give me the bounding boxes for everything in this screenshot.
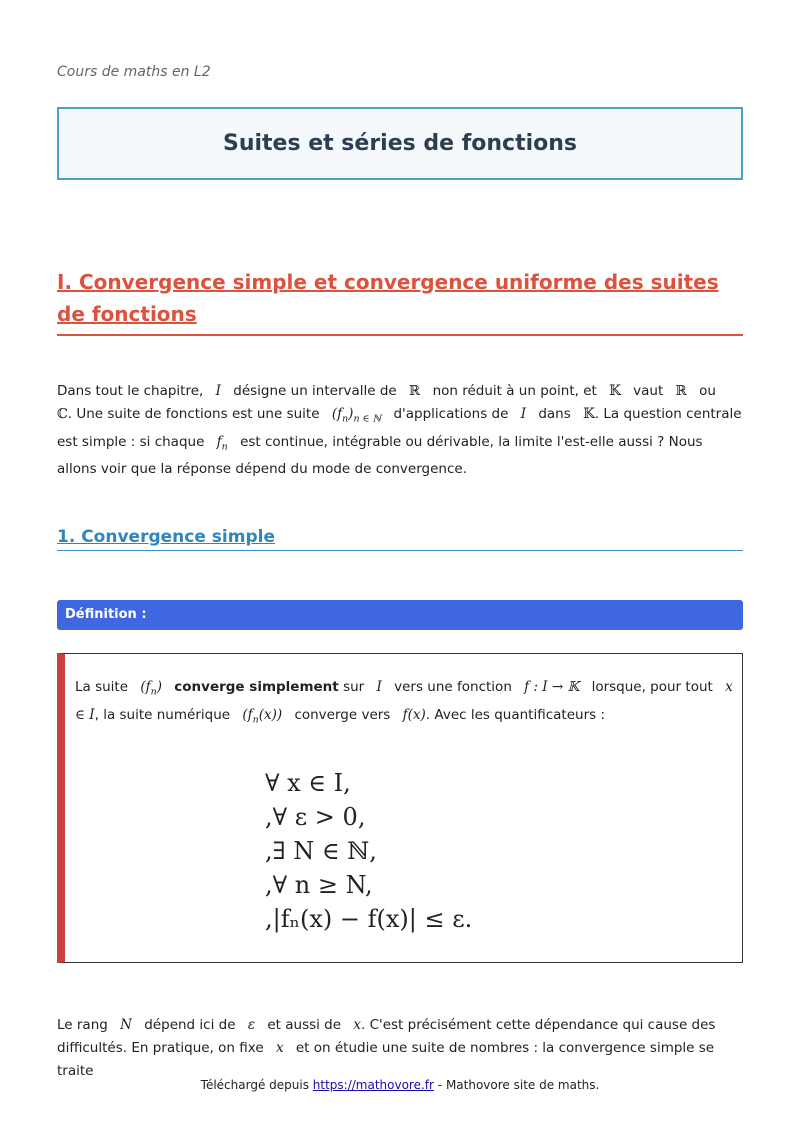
math-fn: $(f_n)$ [140, 679, 162, 698]
text: dépend ici de [144, 1017, 236, 1033]
text: dans [538, 406, 571, 422]
text: vaut [633, 383, 664, 399]
formula-line: ∀ x ∈ I, [265, 769, 351, 797]
math-K: 𝕂 [583, 406, 595, 422]
text: désigne un intervalle de [233, 383, 397, 399]
text: , la suite numérique [94, 706, 231, 723]
text: converge vers [294, 706, 391, 723]
text: non réduit à un point, et [432, 383, 597, 399]
text: . La question centrale est simple : si chaque [57, 406, 742, 450]
text: . Une suite de fonctions est une suite [67, 406, 320, 422]
definition-label: Définition : [57, 600, 743, 630]
formula-line: ,|fₙ(x) − f(x)| ≤ ε. [265, 905, 473, 933]
text: ou [699, 383, 716, 399]
math-C: ℂ [57, 406, 68, 422]
formula-line: ,∃ N ∈ ℕ, [265, 837, 377, 865]
footer-suffix: - Mathovore site de maths. [437, 1078, 600, 1092]
intro-paragraph [57, 380, 743, 481]
text: . Avec les quantificateurs : [425, 706, 605, 723]
text: est continue, intégrable ou dérivable, la limite l'est-elle aussi ? Nous allons voir que la réponse dépend du mode de convergence. [57, 433, 703, 478]
page-title: Suites et séries de fonctions [222, 131, 578, 156]
math-x-in-I: x ∈ I [75, 679, 733, 723]
bold-term: converge simplement [174, 679, 339, 695]
formula-line: ,∀ n ≥ N, [265, 871, 373, 899]
subsection-heading [57, 527, 743, 551]
text: sur [343, 679, 365, 695]
math-epsilon: ε [247, 1017, 256, 1033]
footer-link[interactable]: https://mathovore.fr [312, 1078, 434, 1092]
definition-box [57, 653, 743, 963]
text: . C'est précisément cette dépendance qui cause des difficultés. En pratique, on fixe [57, 1017, 716, 1056]
subsection-heading-text: 1. Convergence simple [57, 527, 275, 547]
math-R: ℝ [675, 383, 687, 399]
math-fx: f(x) [402, 706, 426, 723]
math-I: I [376, 679, 382, 695]
section-heading [57, 266, 743, 336]
after-paragraph [57, 1014, 743, 1083]
text: d'applications de [393, 406, 509, 422]
text: et aussi de [267, 1017, 342, 1033]
formula-line: ,∀ ε > 0, [265, 803, 366, 831]
text: Dans tout le chapitre, [57, 383, 204, 399]
text: vers une fonction [394, 679, 512, 695]
definition-text [75, 676, 735, 731]
footer-prefix: Téléchargé depuis [200, 1078, 309, 1092]
course-label: Cours de maths en L2 [57, 64, 211, 80]
section-heading-text: I. Convergence simple et convergence uniforme des suites de fonctions [57, 270, 719, 326]
math-K: 𝕂 [609, 383, 621, 399]
math-f-map: f : I → 𝕂 [524, 679, 580, 695]
math-x: x [275, 1040, 284, 1056]
title-box [57, 107, 743, 180]
math-I: I [215, 383, 221, 399]
math-fnx: $(f_n(x))$ [242, 706, 283, 726]
math-sequence: $(f_n)_{n \in ℕ}$ [331, 406, 382, 425]
math-x: x [353, 1017, 361, 1033]
math-fn: $f_n$ [216, 433, 228, 453]
quantifier-formula [265, 766, 472, 936]
math-N: N [120, 1017, 132, 1033]
text: lorsque, pour tout [591, 679, 713, 695]
footer [0, 1078, 800, 1092]
math-I: I [520, 406, 527, 422]
text: La suite [75, 679, 129, 695]
math-R: ℝ [409, 383, 421, 399]
text: et on étudie une suite de nombres : la convergence simple se traite [57, 1040, 715, 1079]
text: Le rang [57, 1017, 108, 1033]
